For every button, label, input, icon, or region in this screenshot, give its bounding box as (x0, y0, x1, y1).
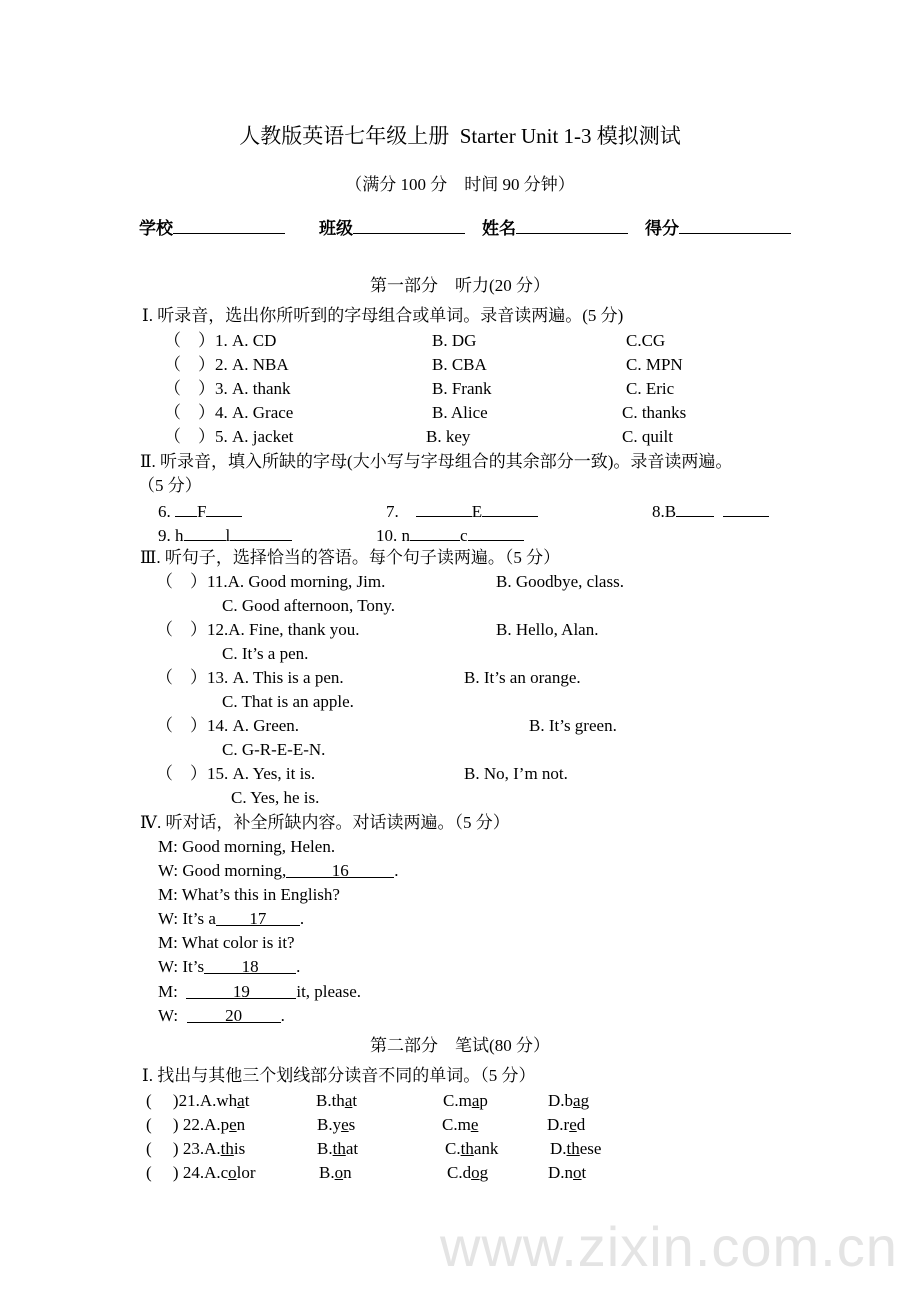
blank[interactable] (723, 500, 769, 517)
question-option-b: B. Goodbye, class. (496, 572, 624, 591)
given-letter: l (225, 526, 231, 545)
underlined-letters: o (228, 1163, 237, 1182)
underlined-letters: a (344, 1091, 353, 1110)
word-option (445, 1139, 498, 1159)
blank[interactable] (184, 524, 226, 541)
question-option-c: C. That is an apple. (222, 692, 354, 711)
underlined-letters: a (237, 1091, 245, 1110)
dialogue-text: it, please. (296, 982, 362, 1001)
underlined-letters: o (334, 1163, 344, 1182)
word-part: C. (445, 1139, 461, 1158)
word-part: wh (216, 1091, 238, 1110)
word-part: D.b (548, 1091, 574, 1110)
question-option-c: C. Yes, he is. (231, 788, 320, 807)
question-option-a: （ ）11.A. Good morning, Jim. (156, 572, 386, 591)
word-option (547, 1115, 585, 1134)
word-option (316, 1091, 357, 1110)
word-part: p (220, 1115, 230, 1134)
watermark: www.zixin.com.cn (440, 1215, 898, 1278)
word-option (221, 1139, 246, 1158)
word-option (447, 1163, 488, 1183)
word-option (547, 1115, 585, 1135)
section-heading: Ⅱ. 听录音，填入所缺的字母(大小写与字母组合的其余部分一致)。录音读两遍。 (140, 452, 733, 471)
blank[interactable] (410, 524, 460, 541)
question-number: 7. (386, 502, 399, 521)
word-option (319, 1163, 352, 1183)
word-option (443, 1091, 488, 1111)
part2-heading: 第二部分 笔试(80 分） (370, 1036, 550, 1055)
word-part: n (343, 1163, 352, 1182)
word-part: g (479, 1163, 489, 1182)
score-label: 得分 (645, 219, 679, 238)
question-option-c: C. quilt (622, 427, 674, 446)
dialogue-text: . (299, 909, 305, 928)
name-blank[interactable] (516, 217, 628, 234)
word-part: g (580, 1091, 590, 1110)
word-part: C.m (443, 1091, 472, 1110)
dialogue-text: W: It’s a (158, 909, 216, 928)
question-option-a: （ ）2. A. NBA (164, 355, 289, 374)
word-option (550, 1139, 601, 1159)
given-letter: F (197, 502, 207, 521)
word-option (316, 1091, 357, 1111)
word-option (317, 1115, 355, 1135)
word-option (447, 1163, 488, 1182)
word-part: s (348, 1115, 356, 1134)
word-part: D.r (547, 1115, 570, 1134)
dialogue-text: W: (158, 1006, 183, 1025)
dialogue-line: M: Good morning, Helen. (158, 837, 336, 856)
question-option-c: C. MPN (626, 355, 683, 374)
word-part: at (345, 1139, 359, 1158)
question-option-b: B. Alice (432, 403, 488, 422)
blank[interactable] (676, 500, 714, 517)
word-option (442, 1115, 478, 1134)
dialogue-text: . (280, 1006, 285, 1025)
word-part: D.n (548, 1163, 574, 1182)
blank[interactable] (482, 500, 538, 517)
word-option (548, 1091, 589, 1111)
word-part: is (233, 1139, 246, 1158)
dialogue-text: M: (158, 982, 183, 1001)
word-part: t (581, 1163, 587, 1182)
underlined-letters: a (471, 1091, 480, 1110)
blank-19[interactable]: 19 (186, 982, 296, 999)
underlined-letters: o (471, 1163, 480, 1182)
word-part: c (220, 1163, 229, 1182)
question-option-b: B. Hello, Alan. (496, 620, 599, 639)
name-label: 姓名 (482, 219, 516, 238)
word-option (445, 1139, 498, 1158)
question-option-a: （ ）5. A. jacket (164, 427, 294, 446)
question-number: 9. h (158, 526, 184, 545)
dialogue-line: M: What’s this in English? (158, 885, 340, 904)
question-option-a: （ ）4. A. Grace (164, 403, 294, 422)
blank[interactable] (416, 500, 472, 517)
school-blank[interactable] (173, 217, 285, 234)
word-option (317, 1139, 358, 1158)
dialogue-line (158, 1006, 285, 1026)
word-option (548, 1163, 586, 1183)
blank-16[interactable]: 16 (286, 861, 394, 878)
question-row (146, 1091, 249, 1111)
question-option-b: B. DG (432, 331, 477, 350)
question-option-a: （ ）3. A. thank (164, 379, 291, 398)
question-option-b: B. No, I’m not. (464, 764, 568, 783)
class-label: 班级 (319, 219, 353, 238)
question-row (146, 1115, 245, 1135)
subtitle: （满分 100 分 时间 90 分钟） (345, 175, 575, 194)
dialogue-line (158, 957, 300, 977)
question-6 (158, 500, 242, 520)
question-option-b: B. It’s green. (529, 716, 617, 735)
question-option-c: C. It’s a pen. (222, 644, 309, 663)
part1-heading: 第一部分 听力(20 分） (370, 276, 550, 295)
blank[interactable] (468, 524, 524, 541)
given-letter: c (460, 526, 468, 545)
underlined-letters: th (566, 1139, 580, 1158)
word-part: C.d (447, 1163, 472, 1182)
underlined-letters: o (573, 1163, 582, 1182)
section-heading: Ⅲ. 听句子，选择恰当的答语。每个句子读两遍。（5 分） (140, 548, 561, 567)
page-title: 人教版英语七年级上册 Starter Unit 1-3 模拟测试 (239, 124, 681, 148)
blank[interactable] (175, 500, 197, 517)
question-option-b: B. Frank (432, 379, 492, 398)
word-option (319, 1163, 352, 1182)
question-option-c: C. G-R-E-E-N. (222, 740, 326, 759)
section-heading-score: （5 分） (138, 476, 202, 495)
dialogue-line (158, 909, 304, 929)
question-row (146, 1139, 245, 1159)
word-part: B. (317, 1139, 333, 1158)
question-option-b: B. It’s an orange. (464, 668, 581, 687)
section-heading: Ⅰ. 找出与其他三个划线部分读音不同的单词。（5 分） (142, 1066, 536, 1085)
underlined-letters: e (341, 1115, 349, 1134)
score-blank[interactable] (679, 217, 791, 234)
underlined-letters: th (460, 1139, 474, 1158)
word-option (221, 1163, 256, 1182)
question-option-b: B. CBA (432, 355, 487, 374)
word-part: ank (473, 1139, 499, 1158)
blank[interactable] (230, 524, 292, 541)
blank-20[interactable]: 20 (187, 1006, 281, 1023)
underlined-letters: th (220, 1139, 234, 1158)
word-part: C.m (442, 1115, 471, 1134)
question-number: 6. (158, 502, 171, 521)
question-option-c: C. Eric (626, 379, 675, 398)
question-option-a: （ ）13. A. This is a pen. (156, 668, 344, 687)
question-9 (158, 524, 292, 544)
question-10 (376, 524, 524, 544)
section-heading: Ⅰ. 听录音，选出你所听到的字母组合或单词。录音读两遍。(5 分) (142, 306, 624, 325)
word-option (317, 1139, 358, 1159)
dialogue-text: . (394, 861, 399, 880)
question-option-b: B. key (426, 427, 471, 446)
question-number: 10. n (376, 526, 410, 545)
word-part: lor (236, 1163, 256, 1182)
question-option-a: （ ）14. A. Green. (156, 716, 300, 735)
section-heading: Ⅳ. 听对话，补全所缺内容。对话读两遍。（5 分） (140, 813, 510, 832)
underlined-letters: e (229, 1115, 237, 1134)
dialogue-line (158, 982, 361, 1002)
question-option-c: C. Good afternoon, Tony. (222, 596, 396, 615)
school-label: 学校 (139, 219, 173, 238)
word-option (221, 1115, 246, 1134)
question-number: ( ) 23.A. (146, 1139, 221, 1158)
info-line (139, 217, 791, 237)
blank-17[interactable]: 17 (216, 909, 300, 926)
dialogue-line (158, 861, 399, 881)
question-8 (652, 500, 769, 520)
word-part: d (576, 1115, 586, 1134)
question-option-a: （ ）1. A. CD (164, 331, 277, 350)
word-part: ese (579, 1139, 602, 1158)
word-part: D. (550, 1139, 567, 1158)
word-option (548, 1091, 589, 1110)
question-option-a: （ ）15. A. Yes, it is. (156, 764, 316, 783)
dialogue-text: W: It’s (158, 957, 205, 976)
class-blank[interactable] (353, 217, 465, 234)
question-option-c: C. thanks (622, 403, 687, 422)
word-part: n (236, 1115, 246, 1134)
question-option-a: （ ）12.A. Fine, thank you. (156, 620, 360, 639)
underlined-letters: e (569, 1115, 577, 1134)
question-option-c: C.CG (626, 331, 666, 350)
question-number: ( ) 24.A. (146, 1163, 221, 1182)
word-option (550, 1139, 601, 1158)
dialogue-text: . (296, 957, 301, 976)
word-part: B. (319, 1163, 335, 1182)
question-number: ( )21.A. (146, 1091, 217, 1110)
word-option (317, 1115, 355, 1134)
word-option (442, 1115, 478, 1135)
question-number: ( ) 22.A. (146, 1115, 221, 1134)
question-7 (386, 500, 538, 520)
underlined-letters: a (573, 1091, 581, 1110)
underlined-letters: e (470, 1115, 479, 1134)
given-letter: E (471, 502, 483, 521)
word-option (216, 1091, 249, 1110)
word-part: t (352, 1091, 358, 1110)
word-part: B.th (316, 1091, 345, 1110)
blank[interactable] (206, 500, 242, 517)
underlined-letters: th (332, 1139, 346, 1158)
word-part: t (244, 1091, 250, 1110)
word-part: B.y (317, 1115, 342, 1134)
word-part: p (479, 1091, 488, 1110)
question-row (146, 1163, 256, 1183)
question-number: 8.B (652, 502, 677, 521)
word-option (548, 1163, 586, 1182)
blank-18[interactable]: 18 (204, 957, 296, 974)
dialogue-line: M: What color is it? (158, 933, 295, 952)
dialogue-text: W: Good morning, (158, 861, 287, 880)
word-option (443, 1091, 488, 1110)
